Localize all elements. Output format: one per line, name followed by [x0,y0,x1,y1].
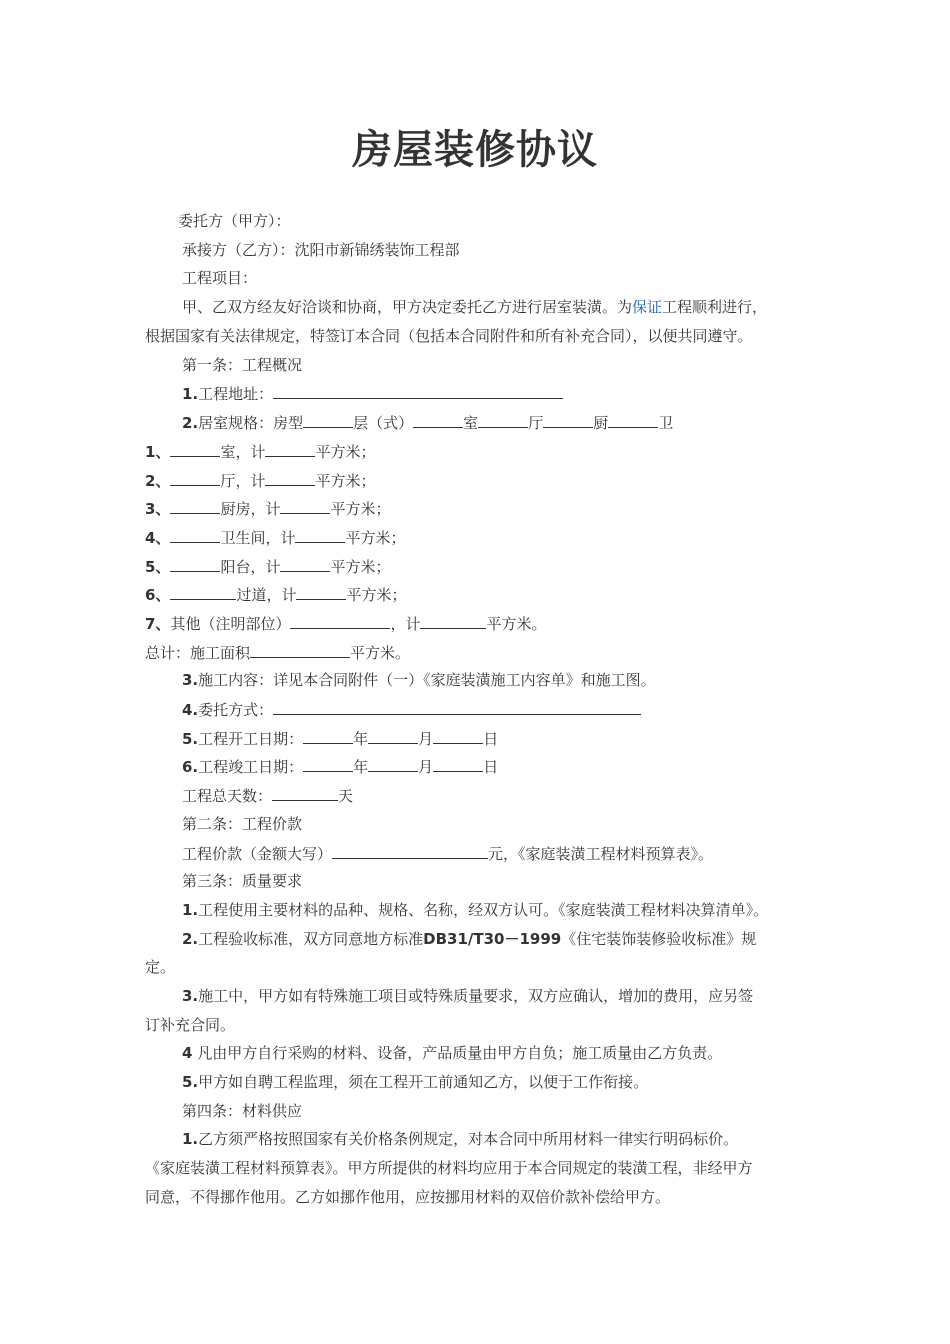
article-4-heading: 第四条：材料供应 [182,1102,303,1120]
client-line: 委托方（甲方）： [178,212,291,230]
contractor-line: 承接方（乙方）：沈阳市新锦绣装饰工程部 [182,241,460,259]
price-line: 工程价款（金额大写） 元，《家庭装潢工程材料预算表》。 [182,845,714,863]
commission-method-line: 4.委托方式： [182,699,641,720]
material-item-1-cont: 《家庭装潢工程材料预算表》。甲方所提供的材料均应用于本合同规定的装潢工程，非经甲方 [145,1159,753,1177]
quality-item-5: 5.甲方如自聘工程监理，须在工程开工前通知乙方，以便于工作衔接。 [182,1073,649,1091]
address-blank [273,383,563,399]
intro-paragraph-line1: 甲、乙双方经友好洽谈和协商，甲方决定委托乙方进行居室装潢。为保证工程顺利进行， [182,298,768,316]
project-line: 工程项目： [182,269,258,287]
room-line: 4、 卫生间，计 平方米； [145,529,406,547]
page-title: 房屋装修协议 [352,126,598,173]
guarantee-link[interactable]: 保证 [632,298,663,316]
construction-content-line: 3.施工内容：详见本合同附件（一）《家庭装潢施工内容单》和施工图。 [182,671,656,689]
quality-item-4: 4 凡由甲方自行采购的材料、设备，产品质量由甲方自负；施工质量由乙方负责。 [182,1044,723,1062]
quality-item-3: 3.施工中，甲方如有特殊施工项目或特殊质量要求，双方应确认，增加的费用，应另签 [182,987,754,1005]
room-line: 2、 厅，计 平方米； [145,472,376,490]
material-item-1-cont: 同意，不得挪作他用。乙方如挪作他用，应按挪用材料的双倍价款补偿给甲方。 [145,1188,671,1206]
start-date-line: 5.工程开工日期： 年 月 日 [182,730,499,748]
room-line: 1、 室，计 平方米； [145,443,376,461]
article-1-heading: 第一条：工程概况 [182,356,303,374]
article-3-heading: 第三条：质量要求 [182,872,303,890]
room-line: 3、 厨房，计 平方米； [145,500,391,518]
material-item-1: 1.乙方须严格按照国家有关价格条例规定，对本合同中所用材料一律实行明码标价。 [182,1130,739,1148]
room-spec-line: 2.居室规格：房型 层（式） 室 厅 厨 卫 [182,414,674,432]
quality-item-1: 1.工程使用主要材料的品种、规格、名称，经双方认可。《家庭装潢工程材料决算清单》。 [182,901,769,919]
intro-paragraph-line2: 根据国家有关法律规定，特签订本合同（包括本合同附件和所有补充合同），以便共同遵守。 [145,327,753,345]
quality-item-2: 2.工程验收标准，双方同意地方标准DB31/T30－1999《住宅装饰装修验收标准》规 [182,930,757,948]
room-line-other: 7、其他（注明部位） ，计 平方米。 [145,615,547,633]
completion-date-line: 6.工程竣工日期： 年 月 日 [182,758,499,776]
quality-item-3-cont: 订补充合同。 [145,1016,236,1034]
total-area-line: 总计：施工面积 平方米。 [145,644,411,662]
article-2-heading: 第二条：工程价款 [182,815,303,833]
standard-code: DB31/T30－1999 [423,930,562,948]
quality-item-2-cont: 定。 [145,958,176,976]
room-line: 6、 过道，计 平方米； [145,586,407,604]
total-days-line: 工程总天数： 天 [182,787,354,805]
address-line: 1.工程地址： [182,383,563,404]
room-line: 5、 阳台，计 平方米； [145,558,391,576]
